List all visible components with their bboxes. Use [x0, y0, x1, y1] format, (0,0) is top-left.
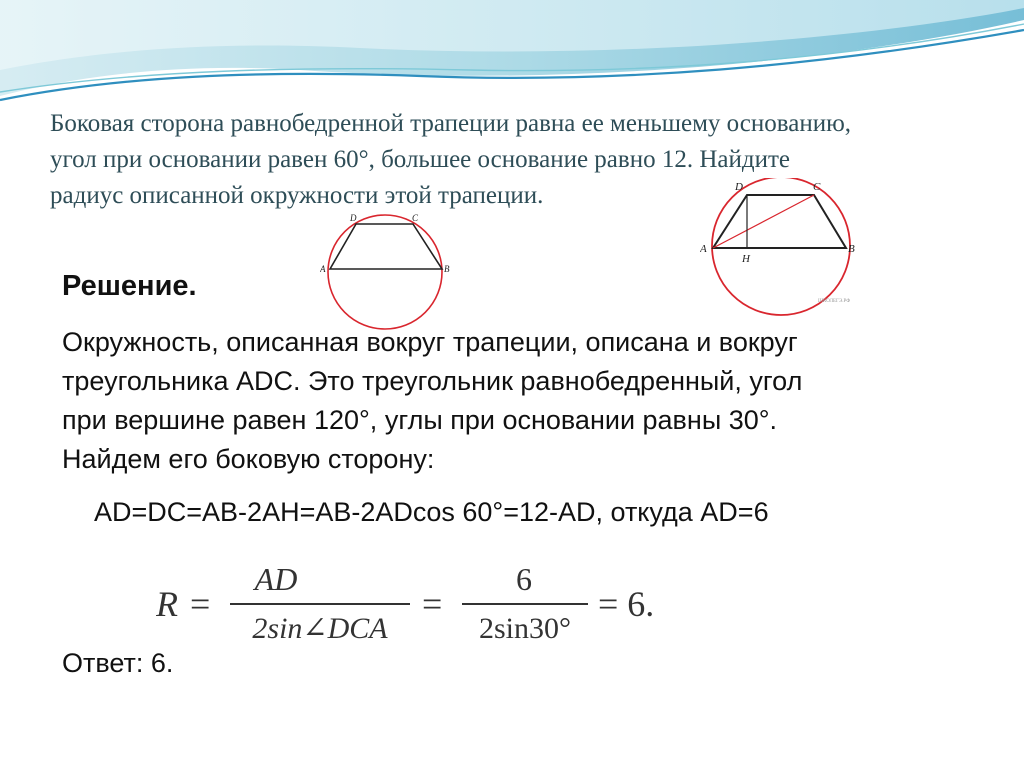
- formula-equals-1: =: [190, 584, 211, 624]
- formula-numerator-1: AD: [254, 561, 298, 597]
- trapezoid-figure-small: [320, 210, 460, 340]
- trapezoid: [713, 195, 846, 248]
- vertex-label-c: C: [813, 181, 821, 193]
- problem-line: радиус описанной окружности этой трапеции.: [50, 182, 544, 209]
- circumcircle: [712, 178, 850, 315]
- wave-decoration: [0, 0, 1024, 110]
- trapezoid-figure-detailed: [700, 178, 865, 318]
- solution-line: треугольника ADC. Это треугольник равнобедренный, угол: [62, 366, 803, 396]
- problem-line: Боковая сторона равнобедренной трапеции равна ее меньшему основанию,: [50, 110, 852, 137]
- formula-numerator-2: 6: [516, 561, 532, 597]
- formula-lhs: R: [156, 584, 178, 624]
- vertex-label-h: H: [742, 253, 750, 265]
- formula-result: = 6.: [598, 584, 655, 624]
- answer: Ответ: 6.: [62, 648, 174, 678]
- vertex-label-a: A: [320, 264, 326, 274]
- solution-line: при вершине равен 120°, углы при основании равны 30°.: [62, 405, 778, 435]
- solution-heading: Решение.: [62, 270, 197, 302]
- vertex-label-c: C: [412, 213, 419, 223]
- problem-line: угол при основании равен 60°, большее основание равно 12. Найдите: [50, 146, 790, 173]
- solution-text: [62, 323, 962, 479]
- solution-line: Найдем его боковую сторону:: [62, 444, 435, 474]
- formula-equals-2: =: [422, 584, 443, 624]
- vertex-label-b: B: [848, 243, 855, 255]
- figure-watermark: ШКОЛЕГЭ.РФ: [818, 299, 851, 304]
- radius-formula: [156, 560, 676, 650]
- formula-denominator-1: 2sin∠DCA: [252, 612, 388, 645]
- equation-line: AD=DC=AB-2AH=AB-2ADcos 60°=12-AD, откуда AD=6: [94, 497, 769, 527]
- vertex-label-a: A: [700, 243, 707, 255]
- vertex-label-d: D: [350, 213, 357, 223]
- vertex-label-b: B: [444, 264, 450, 274]
- vertex-label-d: D: [735, 181, 743, 193]
- formula-denominator-2: 2sin30°: [478, 612, 572, 645]
- solution-line: Окружность, описанная вокруг трапеции, описана и вокруг: [62, 327, 798, 357]
- circumcircle: [328, 215, 442, 329]
